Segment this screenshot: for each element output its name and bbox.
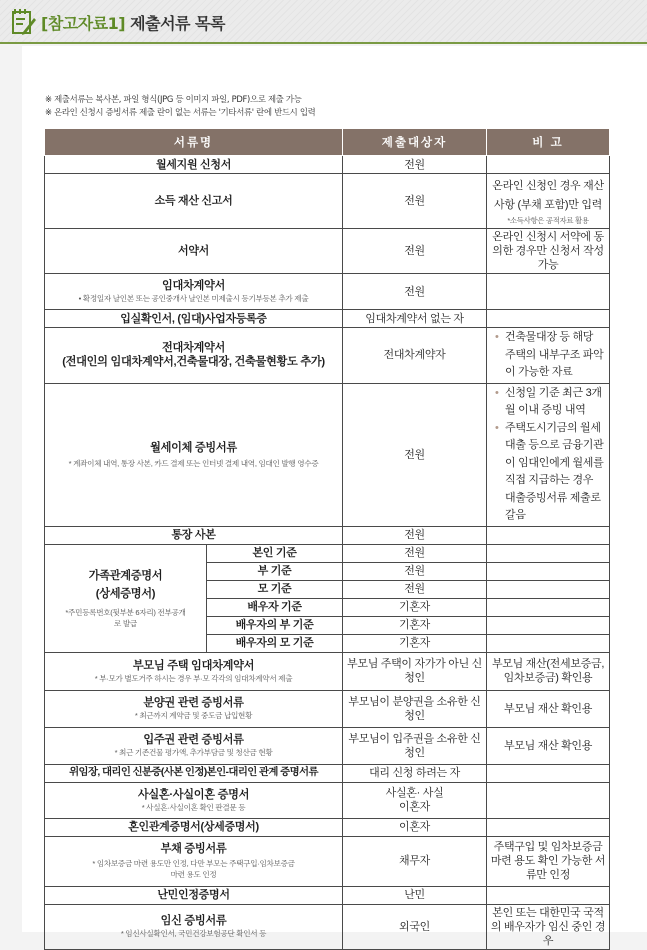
- note-bullet: • 주택도시기금의 월세대출 등으로 금융기관이 임대인에게 월세를 직접 지급하는 경우 대출증빙서류 제출로 갈음: [495, 420, 606, 525]
- doc-sub: * 임차보증금 마련 용도만 인정, 다만 부모는 주택구입·임차보증금 마련 용도 인정: [92, 859, 295, 879]
- doc-name: [45, 383, 343, 526]
- notes: [45, 93, 315, 119]
- family-basis: 배우자 기준: [207, 598, 343, 616]
- doc-name: [45, 690, 343, 727]
- family-basis: 본인 기준: [207, 544, 343, 562]
- table-header-row: [45, 129, 610, 156]
- note-line-2: ※ 온라인 신청시 증빙서류 제출 란이 없는 서류는 '기타서류' 란에 반드시 입력: [45, 107, 316, 117]
- doc-target: 난민: [343, 886, 487, 904]
- doc-note: [487, 616, 610, 634]
- table-row: [45, 383, 610, 526]
- table-row: [45, 782, 610, 818]
- doc-note: 온라인 신청시 서약에 동의한 경우만 신청서 작성 가능: [487, 229, 610, 274]
- doc-sub: * 최근 기존건물 평가액, 추가부담금 및 청산금 현황: [114, 748, 273, 757]
- note-small: *소득사항은 공적자료 활용: [507, 215, 589, 225]
- documents-table: [44, 128, 610, 950]
- doc-target: 임대차계약서 없는 자: [343, 310, 487, 328]
- doc-note: [487, 383, 610, 526]
- doc-note: [487, 156, 610, 174]
- notepad-pencil-icon: [11, 8, 37, 36]
- doc-note: [487, 886, 610, 904]
- table-row: [45, 836, 610, 886]
- doc-target: 사실혼· 사실이혼자: [343, 782, 487, 818]
- doc-name: [45, 904, 343, 949]
- doc-name: 소득 재산 신고서: [45, 174, 343, 229]
- doc-target: 전원: [343, 274, 487, 310]
- doc-title: 부모님 주택 임대차계약서: [132, 659, 255, 672]
- family-basis: 배우자의 모 기준: [207, 634, 343, 652]
- doc-name: [45, 274, 343, 310]
- doc-note: [487, 328, 610, 384]
- table-row: [45, 690, 610, 727]
- doc-title: 분양권 관련 증빙서류: [143, 697, 244, 709]
- doc-name: [45, 782, 343, 818]
- doc-note: [487, 598, 610, 616]
- header-target: 제출대상자: [343, 129, 487, 156]
- family-basis: 부 기준: [207, 562, 343, 580]
- doc-target: 부모님 주택이 자가가 아닌 신청인: [343, 652, 487, 690]
- doc-target: 전원: [343, 562, 487, 580]
- table-row: [45, 544, 610, 562]
- doc-target: 전대차계약자: [343, 328, 487, 384]
- doc-name: 서약서: [45, 229, 343, 274]
- table-row: [45, 526, 610, 544]
- doc-target: 기혼자: [343, 598, 487, 616]
- doc-target: 채무자: [343, 836, 487, 886]
- doc-note: 본인 또는 대한민국 국적의 배우자가 임신 중인 경우: [487, 904, 610, 949]
- doc-title: 입주권 관련 증빙서류: [143, 734, 244, 746]
- doc-name: 통장 사본: [45, 526, 343, 544]
- header-remarks: 비 고: [487, 129, 610, 156]
- table-row: [45, 174, 610, 229]
- doc-title: 가족관계증명서: [88, 570, 163, 582]
- header-doc-name: 서류명: [45, 129, 343, 156]
- doc-target: 전원: [343, 174, 487, 229]
- doc-note: [487, 274, 610, 310]
- table-row: [45, 229, 610, 274]
- table-row: [45, 818, 610, 836]
- doc-target: 전원: [343, 526, 487, 544]
- doc-title-2: (상세증명서): [95, 588, 156, 600]
- doc-name: 월세지원 신청서: [45, 156, 343, 174]
- doc-name: 혼인관계증명서(상세증명서): [45, 818, 343, 836]
- table-row: [45, 652, 610, 690]
- table-row: [45, 886, 610, 904]
- doc-title: 부채 증빙서류: [160, 843, 227, 855]
- note-bullet: • 신청일 기준 최근 3개월 이내 증빙 내역: [495, 385, 606, 420]
- doc-note: [487, 634, 610, 652]
- doc-name: [45, 836, 343, 886]
- doc-sub: * 사실혼·사실이혼 확인 판결문 등: [141, 802, 246, 812]
- doc-note: [487, 544, 610, 562]
- doc-target: 전원: [343, 156, 487, 174]
- doc-target: 전원: [343, 383, 487, 526]
- table-row: [45, 904, 610, 949]
- doc-sub: *주민등록번호(뒷부분 6자리) 전부공개로 발급: [65, 608, 186, 628]
- doc-target: 부모님이 입주권을 소유한 신청인: [343, 727, 487, 764]
- doc-target: 부모님이 분양권을 소유한 신청인: [343, 690, 487, 727]
- doc-target: 전원: [343, 580, 487, 598]
- doc-target: 기혼자: [343, 634, 487, 652]
- doc-note: [487, 562, 610, 580]
- page-title: [41, 11, 225, 35]
- title-highlight: [참고자료1]: [41, 14, 126, 33]
- doc-note: [487, 310, 610, 328]
- doc-target: 전원: [343, 229, 487, 274]
- doc-note: 부모님 재산 확인용: [487, 690, 610, 727]
- doc-name: [45, 652, 343, 690]
- doc-sub: * 계좌이체 내역, 통장 사본, 카드 결제 또는 인터넷 결제 내역, 임대인 발행 영수증: [68, 458, 319, 468]
- doc-note: [487, 174, 610, 229]
- note-text: 온라인 신청인 경우 재산사항 (부채 포함)만 입력: [492, 179, 604, 211]
- doc-title: 전대차계약서: [161, 342, 226, 355]
- doc-name: [45, 328, 343, 384]
- doc-note: [487, 782, 610, 818]
- doc-note: 주택구입 및 임차보증금 마련 용도 확인 가능한 서류만 인정: [487, 836, 610, 886]
- table-row: [45, 727, 610, 764]
- doc-sub: * 부·모가 별도거주 하시는 경우 부·모 각각의 임대차계약서 제출: [94, 673, 293, 683]
- doc-note: 부모님 재산(전세보증금, 임차보증금) 확인용: [487, 652, 610, 690]
- title-rest: 제출서류 목록: [125, 14, 225, 33]
- table-row: [45, 156, 610, 174]
- doc-target: 외국인: [343, 904, 487, 949]
- family-basis: 배우자의 부 기준: [207, 616, 343, 634]
- doc-title-2: (전대인의 임대차계약서,건축물대장, 건축물현황도 추가): [62, 356, 325, 369]
- table-row: [45, 310, 610, 328]
- doc-target: 전원: [343, 544, 487, 562]
- doc-target: 이혼자: [343, 818, 487, 836]
- table-row: [45, 274, 610, 310]
- doc-name: 난민인정증명서: [45, 886, 343, 904]
- doc-title: 임대차계약서: [161, 280, 226, 292]
- doc-title: 월세이체 증빙서류: [150, 441, 237, 454]
- doc-target: 대리 신청 하려는 자: [343, 764, 487, 782]
- note-line-1: ※ 제출서류는 복사본, 파일 형식(JPG 등 이미지 파일, PDF)으로 제출 가능: [45, 94, 302, 104]
- page-header: [0, 0, 647, 44]
- doc-name: 위임장, 대리인 신분증(사본 인정)본인-대리인 관계 증명서류: [45, 764, 343, 782]
- doc-note: [487, 580, 610, 598]
- family-doc-name: [45, 544, 207, 652]
- doc-note: [487, 764, 610, 782]
- doc-title: 사실혼·사실이혼 증명서: [137, 788, 250, 801]
- doc-sub: * 임신사실확인서, 국민건강보험공단 확인서 등: [120, 929, 267, 938]
- doc-sub: • 확정일자 날인본 또는 공인중개사 날인본 미제출시 등기부등본 추가 제출: [78, 294, 309, 303]
- doc-target: 기혼자: [343, 616, 487, 634]
- doc-note: 부모님 재산 확인용: [487, 727, 610, 764]
- family-basis: 모 기준: [207, 580, 343, 598]
- doc-name: [45, 727, 343, 764]
- note-bullet: • 건축물대장 등 해당 주택의 내부구조 파악이 가능한 자료: [495, 329, 606, 382]
- doc-note: [487, 526, 610, 544]
- doc-note: [487, 818, 610, 836]
- table-row: [45, 328, 610, 384]
- doc-title: 임신 증빙서류: [160, 915, 227, 927]
- table-row: [45, 764, 610, 782]
- doc-name: 입실확인서, (임대)사업자등록증: [45, 310, 343, 328]
- doc-sub: * 최근까지 계약금 및 중도금 납입현황: [134, 711, 253, 720]
